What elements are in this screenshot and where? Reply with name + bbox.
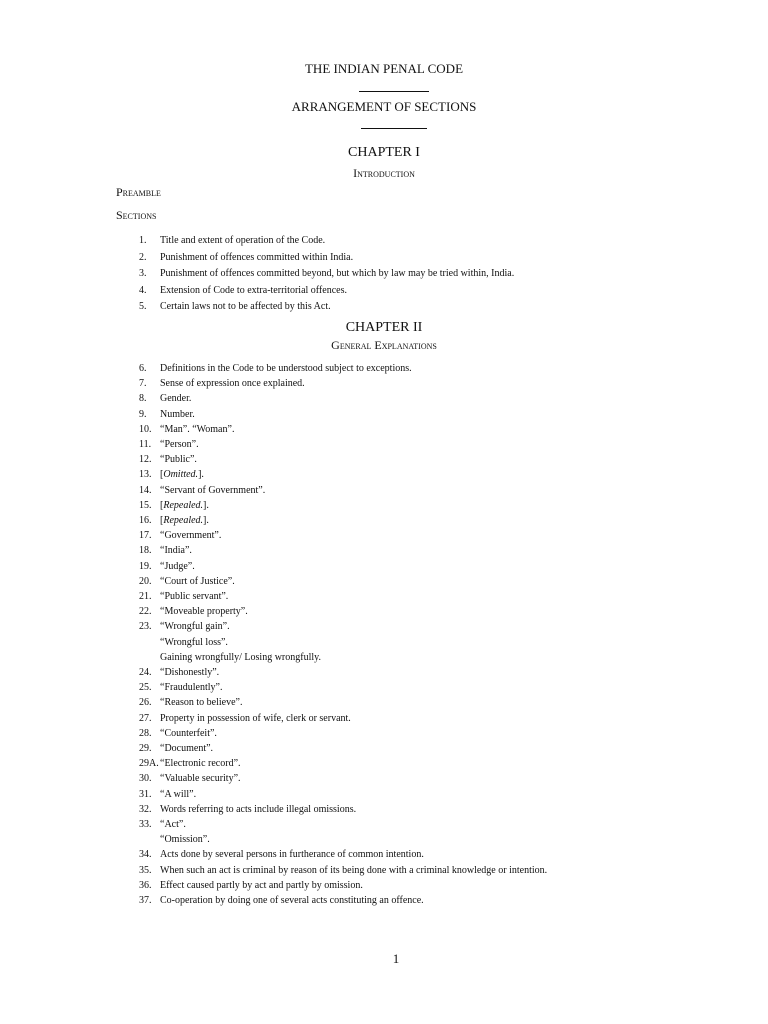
section-title: “Document”. [160,743,214,754]
section-number: 1. [139,235,147,246]
section-number: 33. [139,819,152,830]
section-number: 36. [139,879,152,891]
section-number: 10. [139,423,152,435]
section-number: 18. [139,545,152,557]
section-number: 9. [139,408,147,420]
section-number: 15. [139,499,152,511]
section-number: 28. [139,727,152,739]
section-number: 12. [139,454,152,466]
section-number: 37. [139,895,152,906]
section-title: [Repealed.]. [160,499,209,511]
section-number: 2. [139,251,147,263]
section-title: “Public”. [160,454,197,466]
section-number: 5. [139,301,147,312]
section-title: “Government”. [160,530,222,542]
section-title: “A will”. [160,788,197,800]
section-number: 6. [139,363,147,374]
section-number: 35. [139,864,152,876]
page-number: 1 [392,951,400,966]
section-title: Gender. [160,393,192,405]
section-title: “Omission”. [160,834,210,846]
section-title: “Wrongful loss”. [160,636,228,648]
section-number: 27. [139,712,152,724]
section-title: Number. [160,408,195,420]
section-number: 25. [139,682,152,694]
section-title: “Moveable property”. [160,606,248,618]
section-number: 32. [139,803,152,815]
section-title: “Man”. “Woman”. [160,423,235,435]
section-title: Co-operation by doing one of several acts constituting an offence. [160,895,424,906]
section-title: “Servant of Government”. [160,484,266,496]
section-title: “Court of Justice”. [160,575,235,587]
chapter-1-title: CHAPTER I [348,145,420,160]
section-title: Title and extent of operation of the Code. [160,235,326,246]
section-number: 11. [139,439,152,450]
subtitle-rule [361,128,427,129]
chapter-2-title: CHAPTER II [345,320,423,335]
section-title: “Reason to believe”. [160,697,243,709]
section-number: 4. [139,284,147,296]
section-number: 14. [139,484,152,496]
section-title: Punishment of offences committed beyond, but which by law may be tried within, India. [160,268,515,279]
section-number: 17. [139,530,152,542]
section-title: “Judge”. [160,560,195,572]
preamble-heading: Preamble [116,185,161,199]
chapter-2-subtitle: General Explanations [331,338,437,352]
section-title: Certain laws not to be affected by this Act. [160,301,331,312]
section-number: 13. [139,469,152,481]
section-title: Gaining wrongfully/ Losing wrongfully. [160,651,322,663]
section-number: 8. [139,393,147,405]
section-title: “India”. [160,545,192,557]
section-number: 23. [139,621,152,633]
section-title: Punishment of offences committed within India. [160,251,354,263]
page-subtitle: ARRANGEMENT OF SECTIONS [291,99,477,114]
section-title: Extension of Code to extra-territorial offences. [160,284,347,296]
section-number: 30. [139,773,152,785]
section-title: Effect caused partly by act and partly by omission. [160,879,363,891]
section-title: “Wrongful gain”. [160,621,230,633]
section-title: When such an act is criminal by reason of its being done with a criminal knowledge or intention. [160,864,548,876]
section-title: Words referring to acts include illegal omissions. [160,803,357,815]
section-number: 19. [139,560,152,572]
section-number: 7. [139,378,147,390]
section-number: 26. [139,697,152,709]
section-number: 16. [139,515,152,526]
section-title: [Omitted.]. [160,469,204,481]
sections-heading: Sections [116,208,157,222]
section-title: “Dishonestly”. [160,667,220,678]
section-title: “Act”. [160,819,186,830]
section-number: 3. [139,268,147,279]
section-title: “Valuable security”. [160,773,241,785]
section-title: Property in possession of wife, clerk or servant. [160,712,351,724]
section-number: 20. [139,575,152,587]
section-number: 21. [139,591,152,602]
section-title: “Person”. [160,439,199,450]
section-title: Acts done by several persons in furtherance of common intention. [160,849,424,861]
section-title: Definitions in the Code to be understood subject to exceptions. [160,363,412,374]
section-number: 29. [139,743,152,754]
section-title: “Electronic record”. [160,758,241,770]
section-title: “Public servant”. [160,591,229,602]
page-title: THE INDIAN PENAL CODE [304,61,464,76]
section-title: [Repealed.]. [160,515,209,526]
section-number: 34. [139,849,152,861]
section-number: 29A. [139,758,159,770]
section-title: “Counterfeit”. [160,727,217,739]
title-rule [359,91,429,92]
section-title: Sense of expression once explained. [160,378,305,390]
section-title: “Fraudulently”. [160,682,223,694]
section-number: 22. [139,606,152,618]
section-number: 24. [139,667,152,678]
chapter-1-subtitle: Introduction [353,166,415,180]
section-number: 31. [139,788,152,800]
